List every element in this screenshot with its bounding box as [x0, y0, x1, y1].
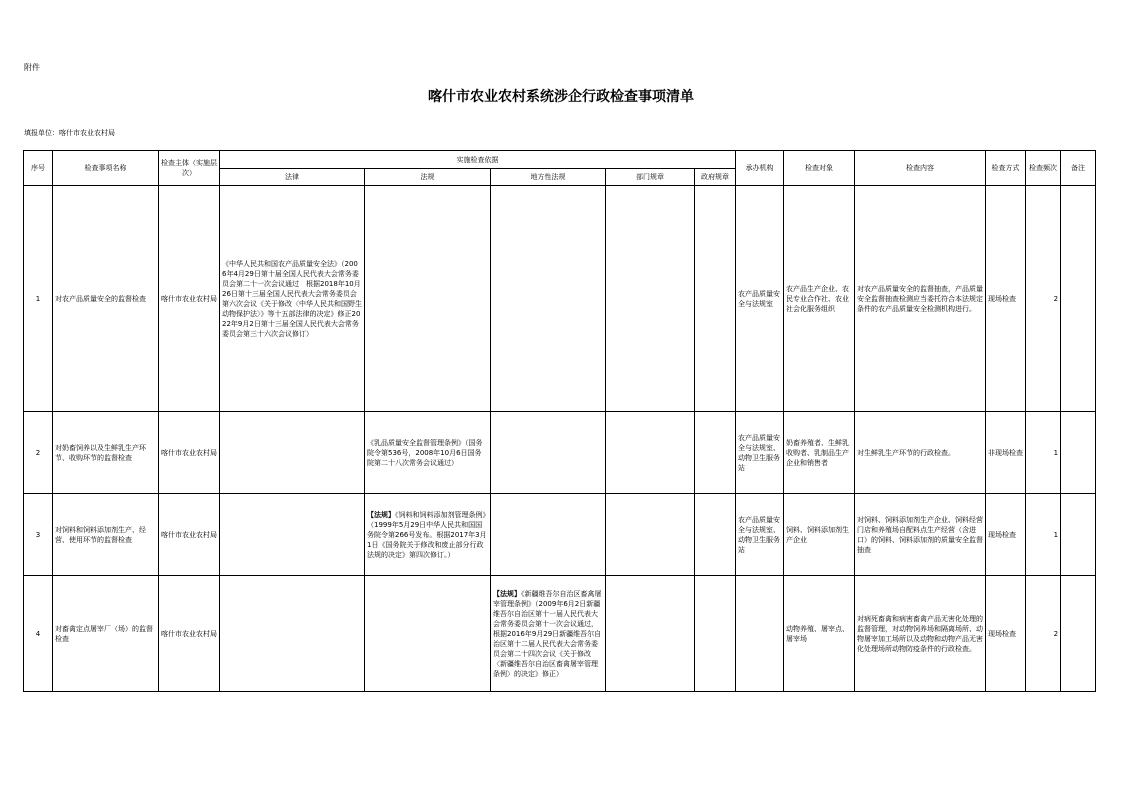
- header-item-name: 检查事项名称: [53, 151, 159, 186]
- row-remarks: [1061, 576, 1096, 692]
- row-target: 农产品生产企业、农民专业合作社、农业社会化服务组织: [784, 186, 855, 412]
- row-local-regulation: [491, 186, 606, 412]
- row-no: 2: [24, 412, 53, 494]
- table-row: [24, 412, 1096, 494]
- row-method: 现场检查: [986, 186, 1026, 412]
- row-law: [220, 494, 365, 576]
- row-remarks: [1061, 412, 1096, 494]
- regulation-text: 《饲料和饲料添加剂管理条例》（1999年5月29日中华人民共和国国务院令第266号发布。根据2017年3月1日《国务院关于修改和废止部分行政法规的决定》第四次修订。）: [367, 510, 487, 559]
- row-gov-rule: [695, 412, 736, 494]
- header-no: 序号: [24, 151, 53, 186]
- row-frequency: 1: [1026, 412, 1061, 494]
- row-target: 奶畜养殖者、生鲜乳收购者、乳制品生产企业和销售者: [784, 412, 855, 494]
- row-dept-rule: [606, 186, 695, 412]
- reporting-unit: 填报单位：喀什市农业农村局: [24, 129, 115, 137]
- row-regulation: [365, 576, 491, 692]
- row-regulation: [365, 412, 491, 494]
- row-regulation: [365, 186, 491, 412]
- local-regulation-tag: 【法规】: [493, 589, 521, 598]
- header-gov-rule: 政府规章: [695, 169, 736, 186]
- row-local-regulation: [491, 412, 606, 494]
- inspection-table: [23, 150, 1096, 692]
- header-target: 检查对象: [784, 151, 855, 186]
- row-subject: 喀什市农业农村局: [159, 494, 220, 576]
- header-subject: 检查主体（实施层次）: [159, 151, 220, 186]
- row-frequency: 2: [1026, 576, 1061, 692]
- row-content: 对病死畜禽和病害畜禽产品无害化处理的监督管理，对动物饲养场和隔离场所、动物屠宰加工场所以及动物和动物产品无害化处理场所动物防疫条件的行政检查。: [855, 576, 986, 692]
- regulation-text: 《乳品质量安全监督管理条例》（国务院令第536号，2008年10月6日国务院第二十八次常务会议通过）: [367, 438, 483, 467]
- header-local-regulation: 地方性法规: [491, 169, 606, 186]
- row-remarks: [1061, 494, 1096, 576]
- row-no: 3: [24, 494, 53, 576]
- row-target: 动物养殖、屠宰点、屠宰场: [784, 576, 855, 692]
- row-subject: 喀什市农业农村局: [159, 412, 220, 494]
- table-row: [24, 186, 1096, 412]
- header-remarks: 备注: [1061, 151, 1096, 186]
- header-method: 检查方式: [986, 151, 1026, 186]
- regulation-tag: 【法规】: [367, 510, 395, 519]
- row-regulation: [365, 494, 491, 576]
- row-law: [220, 412, 365, 494]
- attachment-label: 附件: [24, 63, 40, 72]
- row-gov-rule: [695, 576, 736, 692]
- row-law: [220, 576, 365, 692]
- row-agency: [736, 576, 784, 692]
- row-dept-rule: [606, 576, 695, 692]
- row-item-name: 对农产品质量安全的监督检查: [53, 186, 159, 412]
- row-item-name: 对畜禽定点屠宰厂（场）的监督检查: [53, 576, 159, 692]
- header-agency: 承办机构: [736, 151, 784, 186]
- table-row: [24, 494, 1096, 576]
- row-method: 现场检查: [986, 494, 1026, 576]
- row-local-regulation: [491, 494, 606, 576]
- row-dept-rule: [606, 494, 695, 576]
- row-method: 现场检查: [986, 576, 1026, 692]
- row-gov-rule: [695, 186, 736, 412]
- header-basis-group: 实施检查依据: [220, 151, 736, 169]
- row-target: 饲料、饲料添加剂生产企业: [784, 494, 855, 576]
- table-row: [24, 576, 1096, 692]
- page-title: 喀什市农业农村系统涉企行政检查事项清单: [428, 89, 694, 105]
- row-frequency: 1: [1026, 494, 1061, 576]
- row-method: 非现场检查: [986, 412, 1026, 494]
- header-regulation: 法规: [365, 169, 491, 186]
- row-subject: 喀什市农业农村局: [159, 576, 220, 692]
- row-frequency: 2: [1026, 186, 1061, 412]
- header-frequency: 检查频次: [1026, 151, 1061, 186]
- row-no: 4: [24, 576, 53, 692]
- row-no: 1: [24, 186, 53, 412]
- row-content: 对饲料、饲料添加剂生产企业、饲料经营门店和养殖场自配料点生产经营（含进口）的饲料、饲料添加剂的质量安全监督抽查: [855, 494, 986, 576]
- row-remarks: [1061, 186, 1096, 412]
- row-law: 《中华人民共和国农产品质量安全法》（2006年4月29日第十届全国人民代表大会常务委员会第二十一次会议通过 根据2018年10月26日第十三届全国人民代表大会常务委员会第六次会议《关于修改〈中华人民共和国野生动物保护法〉》等十五部法律的决定》修正2022年9月2日第十三届全国人民代表大会常务委员会第三十六次会议修订）: [220, 186, 365, 412]
- header-content: 检查内容: [855, 151, 986, 186]
- row-local-regulation: [491, 576, 606, 692]
- header-law: 法律: [220, 169, 365, 186]
- row-gov-rule: [695, 494, 736, 576]
- row-content: 对生鲜乳生产环节的行政检查。: [855, 412, 986, 494]
- header-dept-rule: 部门规章: [606, 169, 695, 186]
- local-regulation-text: 《新疆维吾尔自治区畜禽屠宰管理条例》（2009年6月2日新疆维吾尔自治区第十一届人民代表大会常务委员会第十一次会议通过，根据2016年9月29日新疆维吾尔自治区第十二届人民代表大会常务委员会第二十四次会议《关于修改〈新疆维吾尔自治区畜禽屠宰管理条例〉的决定》修正）: [493, 589, 602, 678]
- row-agency: 农产品质量安全与法规室、动物卫生服务站: [736, 412, 784, 494]
- row-item-name: 对奶畜饲养以及生鲜乳生产环节、收购环节的监督检查: [53, 412, 159, 494]
- row-subject: 喀什市农业农村局: [159, 186, 220, 412]
- row-dept-rule: [606, 412, 695, 494]
- row-content: 对农产品质量安全的监督抽查，产品质量安全监督抽查检测应当委托符合本法规定条件的农产品质量安全检测机构进行。: [855, 186, 986, 412]
- row-item-name: 对饲料和饲料添加剂生产、经营、使用环节的监督检查: [53, 494, 159, 576]
- row-agency: 农产品质量安全与法规室、动物卫生服务站: [736, 494, 784, 576]
- row-agency: 农产品质量安全与法规室: [736, 186, 784, 412]
